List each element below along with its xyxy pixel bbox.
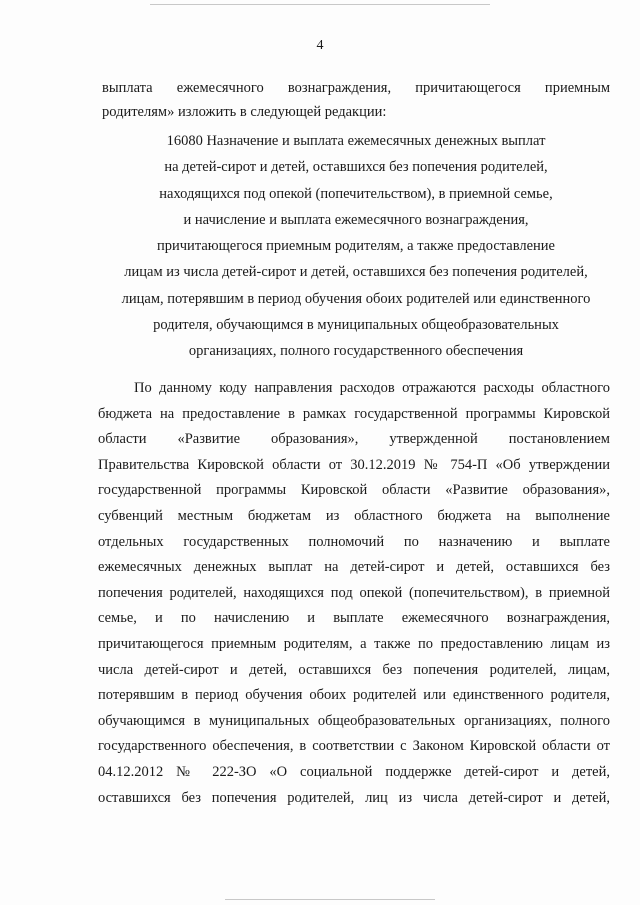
body-line: обучающимся в муниципальных общеобразовательных организациях, полного	[98, 712, 610, 729]
body-line: государственного обеспечения, в соответствии с Законом Кировской области от	[98, 738, 610, 755]
body-line: государственной программы Кировской области «Развитие образования»,	[98, 482, 610, 499]
intro-paragraph	[102, 76, 610, 124]
body-paragraph	[98, 376, 610, 811]
body-line: области «Развитие образования», утвержденной постановлением	[98, 431, 610, 448]
heading-line: на детей-сирот и детей, оставшихся без попечения родителей,	[164, 159, 548, 176]
body-line: оставшихся без попечения родителей, лиц из числа детей-сирот и детей,	[98, 789, 610, 806]
scan-artifact-bottom	[225, 899, 435, 900]
body-line: причитающегося приемным родителям, а также по предоставлению лицам из	[98, 635, 610, 652]
body-line: семье, и по начислению и выплате ежемесячного вознаграждения,	[98, 610, 610, 627]
body-line: попечения родителей, находящихся под опекой (попечительством), в приемной	[98, 584, 610, 601]
body-line: потерявшим в период обучения обоих родителей или единственного родителя,	[98, 687, 610, 704]
body-line: числа детей-сирот и детей, оставшихся без попечения родителей, лицам,	[98, 661, 610, 678]
heading-line: находящихся под опекой (попечительством), в приемной семье,	[159, 185, 553, 202]
heading-line: и начисление и выплата ежемесячного вознаграждения,	[183, 211, 529, 228]
heading-line: родителя, обучающимся в муниципальных общеобразовательных	[153, 317, 559, 334]
heading-line: 16080 Назначение и выплата ежемесячных денежных выплат	[166, 133, 546, 149]
heading-line: лицам, потерявшим в период обучения обоих родителей или единственного	[121, 290, 591, 307]
page-number: 4	[316, 38, 324, 53]
heading-line: организациях, полного государственного обеспечения	[188, 343, 524, 360]
heading-line: причитающегося приемным родителям, а также предоставление	[157, 238, 555, 255]
intro-line: выплата ежемесячного вознаграждения, причитающегося приемным	[102, 80, 610, 96]
code-heading	[96, 128, 616, 365]
intro-line: родителям» изложить в следующей редакции:	[102, 104, 387, 120]
body-line: субвенций местным бюджетам из областного бюджета на выполнение	[98, 507, 610, 524]
body-line: 04.12.2012 № 222-ЗО «О социальной поддержке детей-сирот и детей,	[98, 763, 610, 780]
body-line: отдельных государственных полномочий по назначению и выплате	[98, 533, 610, 550]
body-line: ежемесячных денежных выплат на детей-сирот и детей, оставшихся без	[98, 559, 610, 576]
body-line: По данному коду направления расходов отражаются расходы областного	[134, 380, 610, 396]
body-line: бюджета на предоставление в рамках государственной программы Кировской	[98, 405, 610, 422]
scan-artifact-top	[150, 4, 490, 5]
heading-line: лицам из числа детей-сирот и детей, оставшихся без попечения родителей,	[124, 264, 588, 281]
body-line: Правительства Кировской области от 30.12.2019 № 754-П «Об утверждении	[98, 456, 610, 473]
